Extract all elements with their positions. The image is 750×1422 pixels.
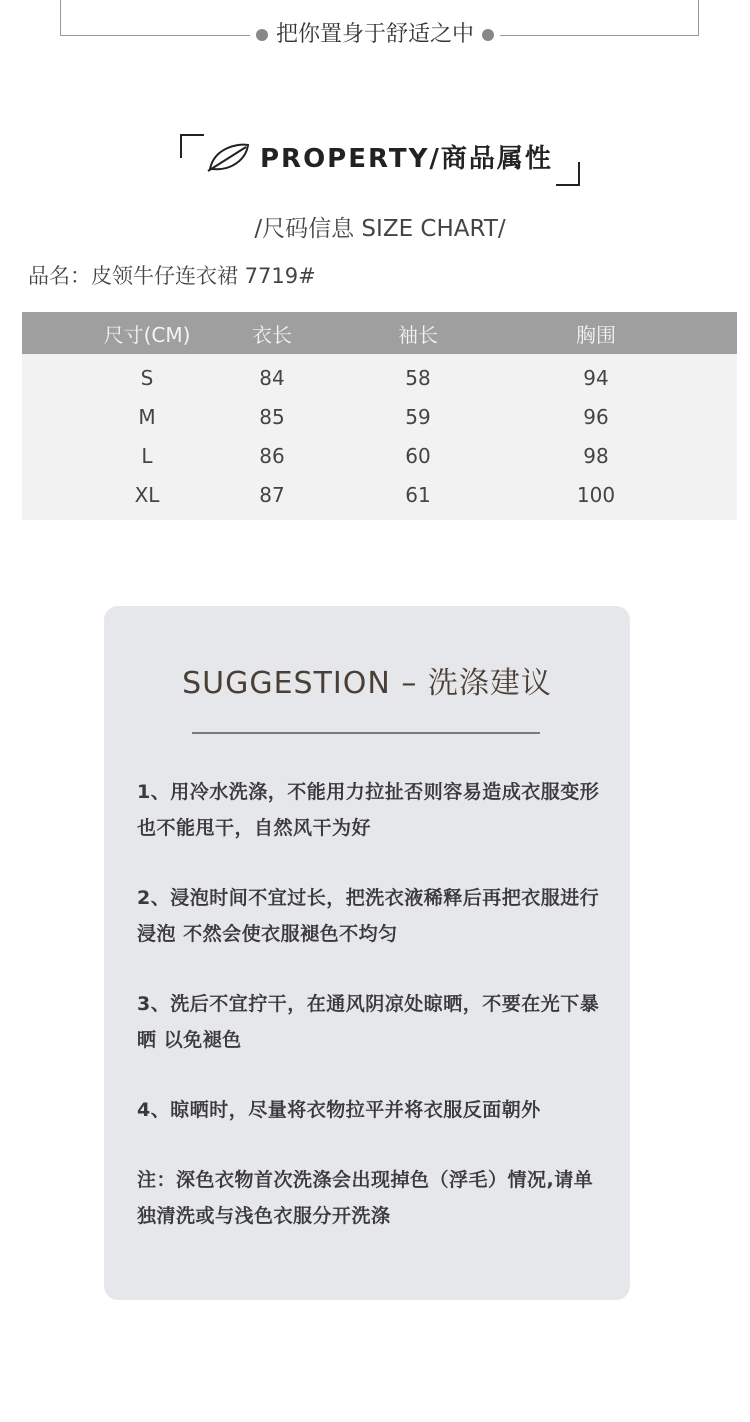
table-body: [22, 354, 737, 520]
cell-sleeve: 59: [405, 404, 431, 429]
cell-length: 84: [259, 365, 285, 390]
size-table: [22, 312, 737, 520]
divider: [192, 732, 540, 734]
cell-length: 85: [259, 404, 285, 429]
cell-chest: 96: [583, 404, 609, 429]
tagline-text: 把你置身于舒适之中: [275, 22, 474, 47]
corner-bracket-top-left: [180, 134, 204, 158]
tip-item: 2、浸泡时间不宜过长，把洗衣液稀释后再把衣服进行浸泡 不然会使衣服褪色不均匀: [137, 887, 600, 945]
table-row: [22, 475, 737, 514]
corner-bracket-bottom-right: [556, 162, 580, 186]
table-row: [22, 358, 737, 397]
header-sleeve: 袖长: [398, 322, 438, 347]
cell-sleeve: 60: [405, 443, 431, 468]
cell-length: 87: [259, 482, 285, 507]
tagline: [250, 18, 500, 52]
cell-sleeve: 61: [405, 482, 431, 507]
suggestion-card: [104, 606, 630, 1300]
table-row: [22, 436, 737, 475]
tagline-wrap: [0, 18, 750, 52]
header-chest: 胸围: [576, 322, 616, 347]
dot-left-icon: [256, 29, 268, 41]
washing-tips: [137, 774, 607, 1268]
cell-chest: 98: [583, 443, 609, 468]
dot-right-icon: [482, 29, 494, 41]
table-row: [22, 397, 737, 436]
product-name: 品名：皮领牛仔连衣裙 7719#: [28, 264, 316, 288]
cell-size: L: [141, 443, 153, 468]
cell-sleeve: 58: [405, 365, 431, 390]
tip-item: 4、晾晒时，尽量将衣物拉平并将衣服反面朝外: [137, 1099, 541, 1121]
cell-size: XL: [134, 482, 160, 507]
table-header-row: [22, 312, 737, 354]
leaf-outline-icon: [206, 141, 252, 173]
suggestion-title: SUGGESTION – 洗涤建议: [182, 666, 552, 701]
property-title: [206, 138, 553, 175]
cell-chest: 94: [583, 365, 609, 390]
size-chart-title: /尺码信息 SIZE CHART/: [254, 216, 506, 242]
header-length: 衣长: [252, 322, 292, 347]
tip-note: 注：深色衣物首次洗涤会出现掉色（浮毛）情况,请单独清洗或与浅色衣服分开洗涤: [137, 1169, 594, 1227]
cell-length: 86: [259, 443, 285, 468]
property-header: [180, 134, 580, 186]
cell-chest: 100: [576, 482, 616, 507]
cell-size: M: [138, 404, 156, 429]
cell-size: S: [140, 365, 154, 390]
property-title-text: PROPERTY/商品属性: [260, 144, 553, 174]
tip-item: 3、洗后不宜拧干，在通风阴凉处晾晒，不要在光下暴晒 以免褪色: [137, 993, 600, 1051]
tip-item: 1、用冷水洗涤，不能用力拉扯否则容易造成衣服变形也不能甩干，自然风干为好: [137, 781, 600, 839]
header-size: 尺寸(CM): [103, 322, 191, 347]
